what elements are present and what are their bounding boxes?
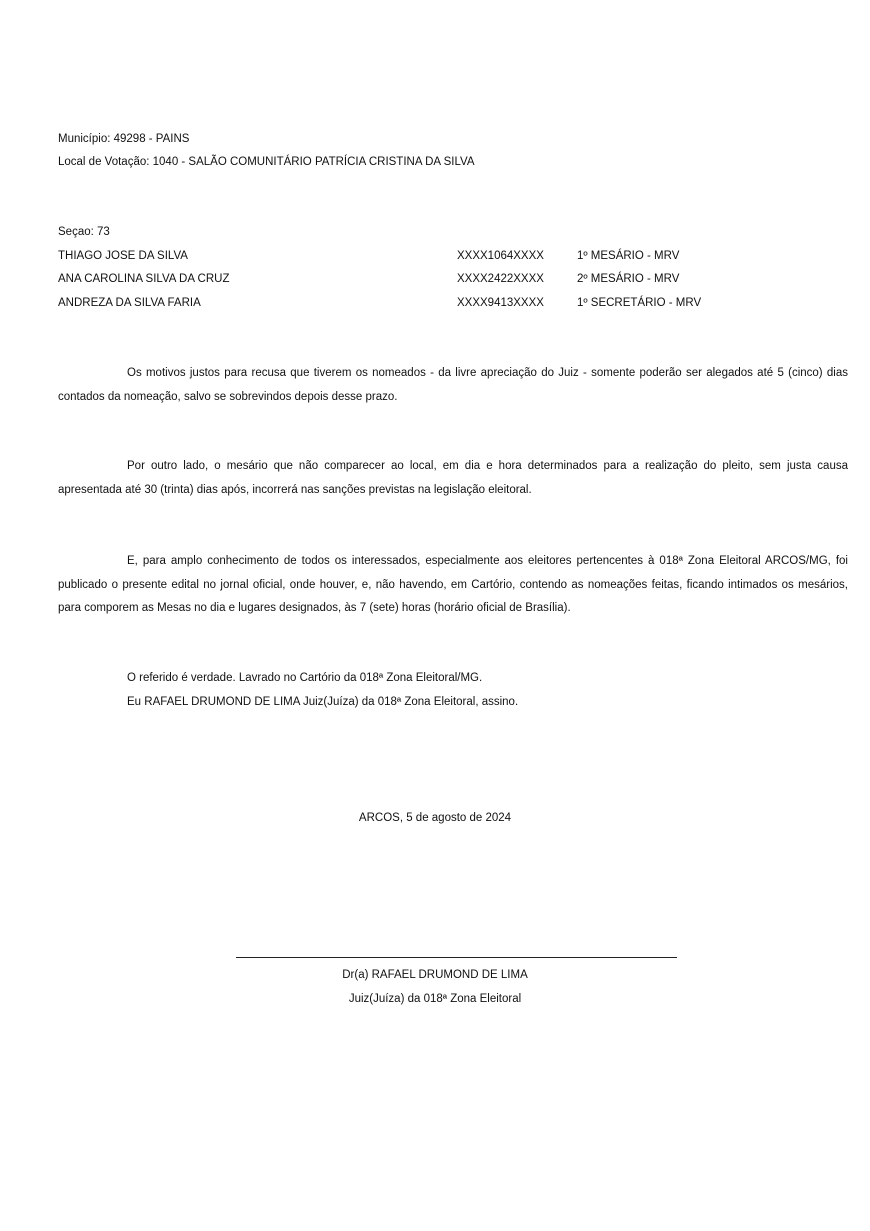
municipio-line: Município: 49298 - PAINS xyxy=(58,133,190,145)
member-role: 2º MESÁRIO - MRV xyxy=(577,273,680,285)
paragraph-publicacao: E, para amplo conhecimento de todos os interessados, especialmente aos eleitores pertencentes à 018ª Zona Eleitoral ARCOS/MG, foi publicado o presente edital no jornal oficial, onde houver, e, não havendo, em Cartório, contendo as nomeações feitas, ficando intimados os mesários, para comporem as Mesas no dia e lugares designados, às 7 (sete) horas (horário oficial de Brasília). xyxy=(58,555,848,614)
paragraph-recusa: Os motivos justos para recusa que tiverem os nomeados - da livre apreciação do Juiz - somente poderão ser alegados até 5 (cinco) dias contados da nomeação, salvo se sobrevindos depois desse prazo. xyxy=(58,367,848,403)
local-votacao-line: Local de Votação: 1040 - SALÃO COMUNITÁRIO PATRÍCIA CRISTINA DA SILVA xyxy=(58,156,475,168)
member-cpf: XXXX9413XXXX xyxy=(457,297,544,309)
member-cpf: XXXX2422XXXX xyxy=(457,273,544,285)
member-role: 1º MESÁRIO - MRV xyxy=(577,250,680,262)
member-name: ANDREZA DA SILVA FARIA xyxy=(58,297,201,309)
closing-assino: Eu RAFAEL DRUMOND DE LIMA Juiz(Juíza) da 018ª Zona Eleitoral, assino. xyxy=(127,696,519,708)
closing-verdade: O referido é verdade. Lavrado no Cartório da 018ª Zona Eleitoral/MG. xyxy=(127,672,483,684)
place-date: ARCOS, 5 de agosto de 2024 xyxy=(358,812,512,824)
signer-name: Dr(a) RAFAEL DRUMOND DE LIMA xyxy=(342,969,528,981)
member-name: ANA CAROLINA SILVA DA CRUZ xyxy=(58,273,230,285)
member-name: THIAGO JOSE DA SILVA xyxy=(58,250,188,262)
paragraph-sancoes: Por outro lado, o mesário que não comparecer ao local, em dia e hora determinados para a realização do pleito, sem justa causa apresentada até 30 (trinta) dias após, incorrerá nas sanções previstas na legislação eleitoral. xyxy=(58,460,848,496)
member-cpf: XXXX1064XXXX xyxy=(457,250,544,262)
member-role: 1º SECRETÁRIO - MRV xyxy=(577,297,702,309)
signer-title: Juiz(Juíza) da 018ª Zona Eleitoral xyxy=(348,993,522,1005)
secao-label: Seçao: 73 xyxy=(58,226,110,238)
signature-line xyxy=(236,957,677,958)
